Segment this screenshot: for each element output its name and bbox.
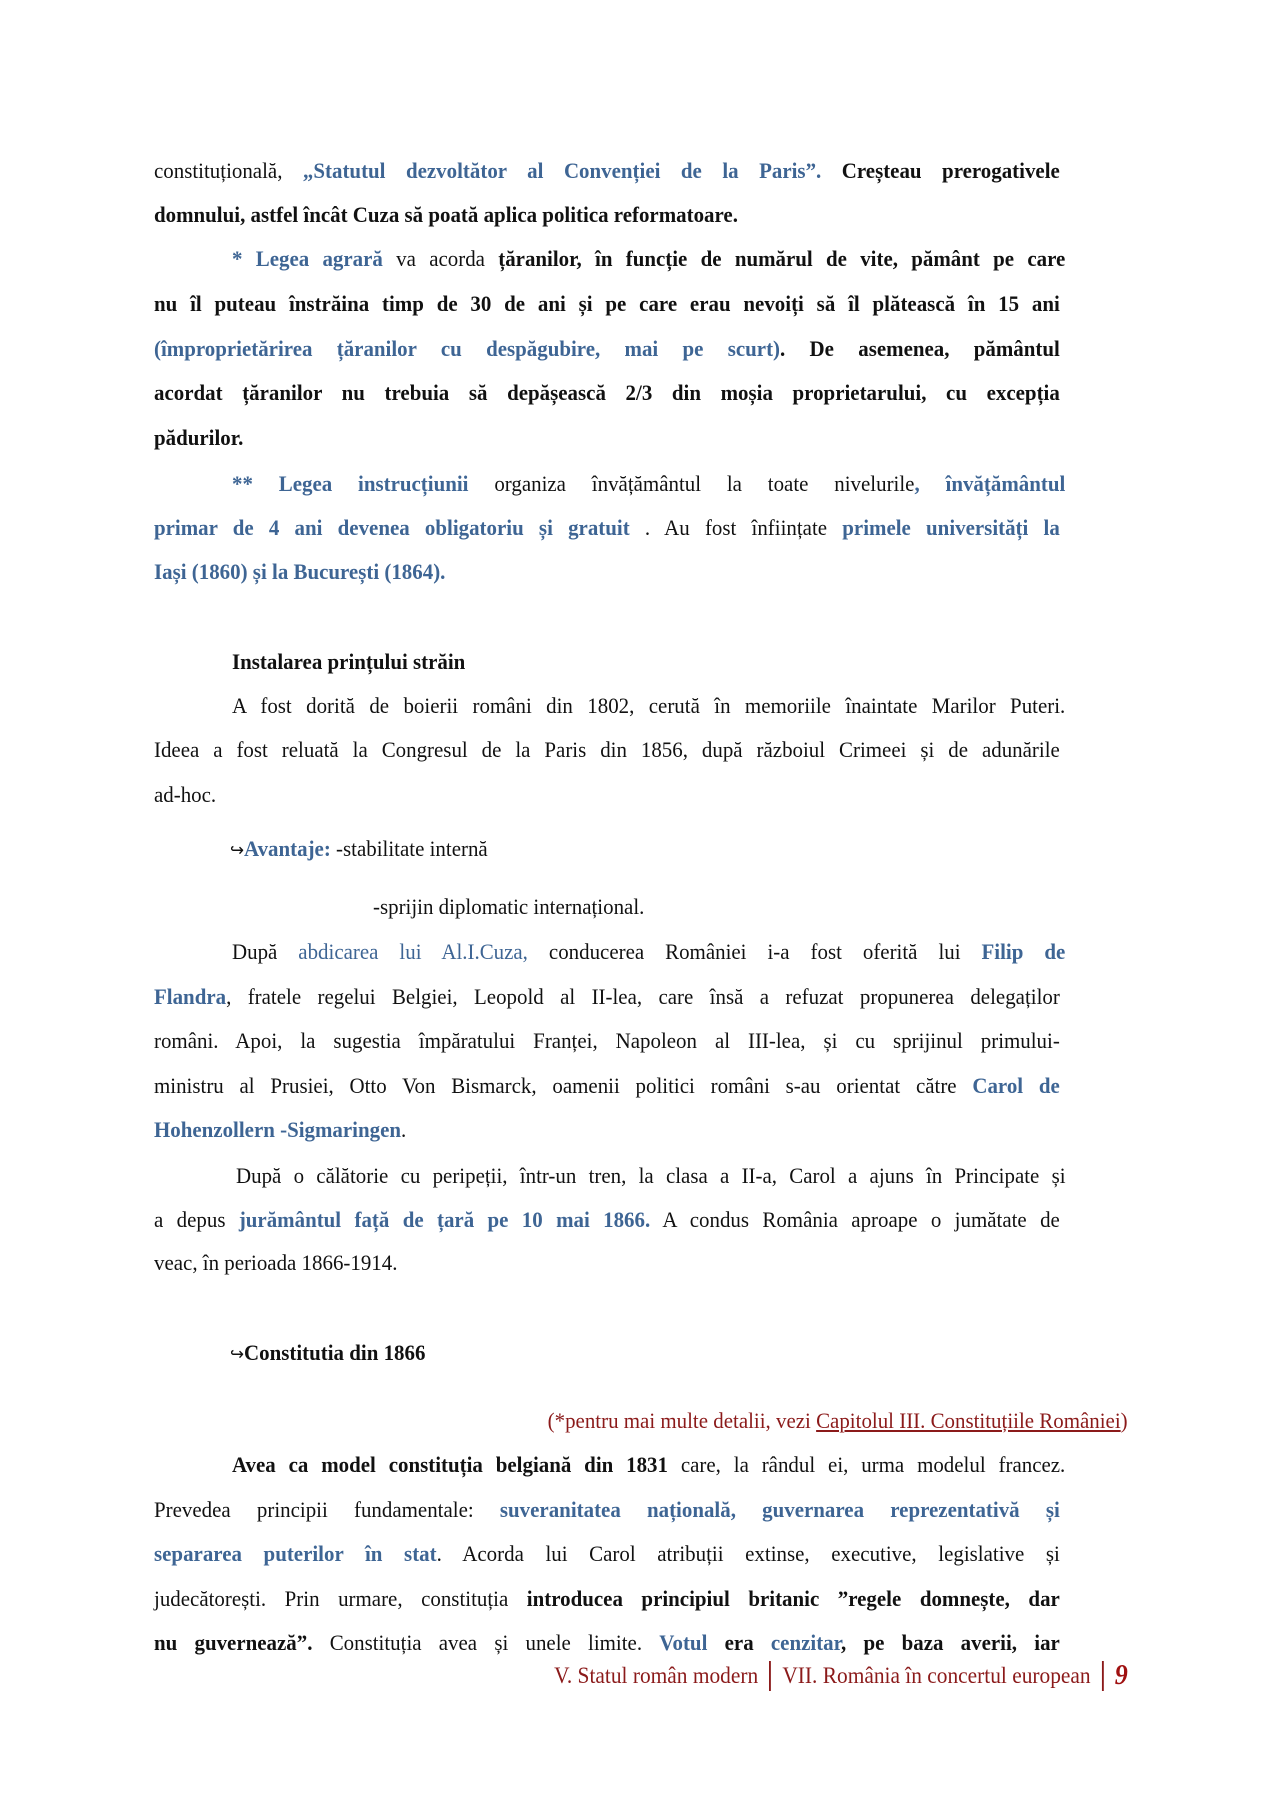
text-run: După [232, 939, 299, 964]
advantage-item: -stabilitate internă [330, 836, 488, 861]
law-agrarian-label: * Legea agrară [232, 246, 383, 271]
chapter-link[interactable]: Capitolul III. Constituțiile României [816, 1408, 1122, 1433]
heading-text: Constitutia din 1866 [244, 1340, 426, 1365]
text-line [232, 244, 1065, 274]
text-run: veac, în perioada 1866-1914. [154, 1250, 398, 1275]
highlight-text: jurământul față de țară pe 10 mai 1866. [238, 1207, 651, 1232]
advantages-label: Avantaje: [244, 836, 331, 861]
curved-arrow-icon: ↪ [230, 1344, 245, 1365]
text-run: Avea ca model constituția belgiană din 1831 [232, 1452, 668, 1477]
text-line [154, 1248, 1060, 1278]
text-line [154, 1628, 1060, 1658]
text-line [154, 982, 1060, 1012]
curved-arrow-icon: ↪ [230, 840, 245, 861]
text-line: Ideea a fost reluată la Congresul de la Paris din 1856, după războiul Crimeei și de adunările [154, 737, 1060, 762]
section-heading-prince: Instalarea prințului străin [232, 649, 466, 674]
text-run: După o călătorie cu peripeții, într-un tren, la clasa a II-a, Carol a ajuns în Principate și [236, 1163, 1066, 1188]
text-run: Creșteau prerogativele [821, 158, 1060, 183]
text-run: A condus România aproape o jumătate de [650, 1207, 1060, 1232]
text-run: . [401, 1117, 407, 1142]
text-line [232, 937, 1065, 967]
text-run: , fratele regelui Belgiei, Leopold al II-lea, care însă a refuzat propunerea delegaților [226, 984, 1060, 1009]
law-education-label: ** Legea instrucțiunii [232, 471, 469, 496]
footer-section-left: V. Statul român modern [554, 1663, 759, 1688]
text-line [154, 1115, 1060, 1145]
highlight-text: cenzitar [770, 1630, 841, 1655]
text-line [154, 1584, 1060, 1614]
text-line [232, 1450, 1065, 1480]
advantages-line [230, 834, 1065, 866]
page-number: 9 [1114, 1660, 1128, 1691]
text-line [154, 513, 1060, 543]
footer-section-right: VII. România în concertul european [782, 1663, 1091, 1688]
highlight-text: suveranitatea națională, guvernarea reprezentativă și [499, 1497, 1060, 1522]
text-line [232, 469, 1065, 499]
chapter-note [548, 1406, 1128, 1436]
text-run: pădurilor. [154, 425, 244, 450]
highlight-text: Carol de [972, 1073, 1060, 1098]
text-line: A fost dorită de boierii români din 1802, cerută în memoriile înaintate Marilor Puteri. [232, 693, 1066, 718]
note-text: (*pentru mai multe detalii, vezi [548, 1408, 817, 1433]
text-line [154, 289, 1060, 319]
text-line: ad-hoc. [154, 782, 217, 807]
text-run: , pe baza averii, iar [840, 1630, 1060, 1655]
text-run: a depus [154, 1207, 239, 1232]
text-run: judecătorești. Prin urmare, constituția [154, 1586, 527, 1611]
text-line [154, 1026, 1060, 1056]
highlight-text: abdicarea lui Al.I.Cuza, [298, 939, 528, 964]
section-heading-constitution [230, 1338, 1065, 1370]
highlight-text: , învățământul [914, 471, 1066, 496]
highlight-text: Flandra [154, 984, 227, 1009]
text-run: . De asemenea, pământul [780, 336, 1060, 361]
text-run: . Au fost înființate [629, 515, 843, 540]
text-line [236, 1161, 1066, 1191]
highlight-text: separarea puterilor în stat [154, 1541, 437, 1566]
text-run: organiza învățământul la toate nivelurile [468, 471, 915, 496]
highlight-statute: „Statutul dezvoltător al Convenției de la Paris”. [302, 158, 822, 183]
text-run: va acorda [382, 246, 499, 271]
text-line [154, 1495, 1060, 1525]
text-run: era [707, 1630, 771, 1655]
text-line [154, 557, 1060, 587]
highlight-text: Iași (1860) și la București (1864). [154, 559, 446, 584]
text-run: români. Apoi, la sugestia împăratului Franței, Napoleon al III-lea, și cu sprijinul primului- [154, 1028, 1060, 1053]
text-line [154, 200, 1060, 230]
highlight-text: primele universități la [842, 515, 1060, 540]
text-run: care, la rândul ei, urma modelul francez. [667, 1452, 1066, 1477]
text-line [154, 1205, 1060, 1235]
text-line [154, 156, 1060, 186]
text-line [154, 423, 1060, 453]
highlight-text: (împroprietărirea țăranilor cu despăgubire, mai pe scurt) [154, 336, 781, 361]
text-run: țăranilor, în funcție de numărul de vite, pământ pe care [498, 246, 1066, 271]
footer-divider [770, 1661, 772, 1691]
text-run: domnului, astfel încât Cuza să poată aplica politica reformatoare. [154, 202, 738, 227]
text-run: . Acorda lui Carol atribuții extinse, executive, legislative și [436, 1541, 1060, 1566]
highlight-text: primar de 4 ani devenea obligatoriu și gratuit [154, 515, 630, 540]
text-run: ministru al Prusiei, Otto Von Bismarck, oamenii politici români s-au orientat către [154, 1073, 973, 1098]
text-run: conducerea României i-a fost oferită lui [527, 939, 982, 964]
text-run: nu guvernează”. [154, 1630, 313, 1655]
text-run: nu îl puteau înstrăina timp de 30 de ani și pe care erau nevoiți să îl plătească în 15 ani [154, 291, 1060, 316]
advantage-item: -sprijin diplomatic internațional. [373, 894, 645, 919]
text-run: Prevedea principii fundamentale: [154, 1497, 500, 1522]
highlight-text: Filip de [981, 939, 1066, 964]
text-line [154, 334, 1060, 364]
text-run: constituțională, [154, 158, 303, 183]
text-line [154, 1071, 1060, 1101]
note-text: ) [1121, 1408, 1128, 1433]
page-footer [554, 1660, 1128, 1692]
highlight-text: Hohenzollern -Sigmaringen [154, 1117, 402, 1142]
highlight-text: Votul [659, 1630, 708, 1655]
text-run: Constituția avea și unele limite. [312, 1630, 660, 1655]
text-run: introducea principiul britanic ”regele domnește, dar [526, 1586, 1060, 1611]
text-line [154, 1539, 1060, 1569]
footer-divider [1102, 1661, 1104, 1691]
text-run: acordat țăranilor nu trebuia să depășească 2/3 din moșia proprietarului, cu excepția [154, 380, 1060, 405]
text-line [154, 378, 1060, 408]
